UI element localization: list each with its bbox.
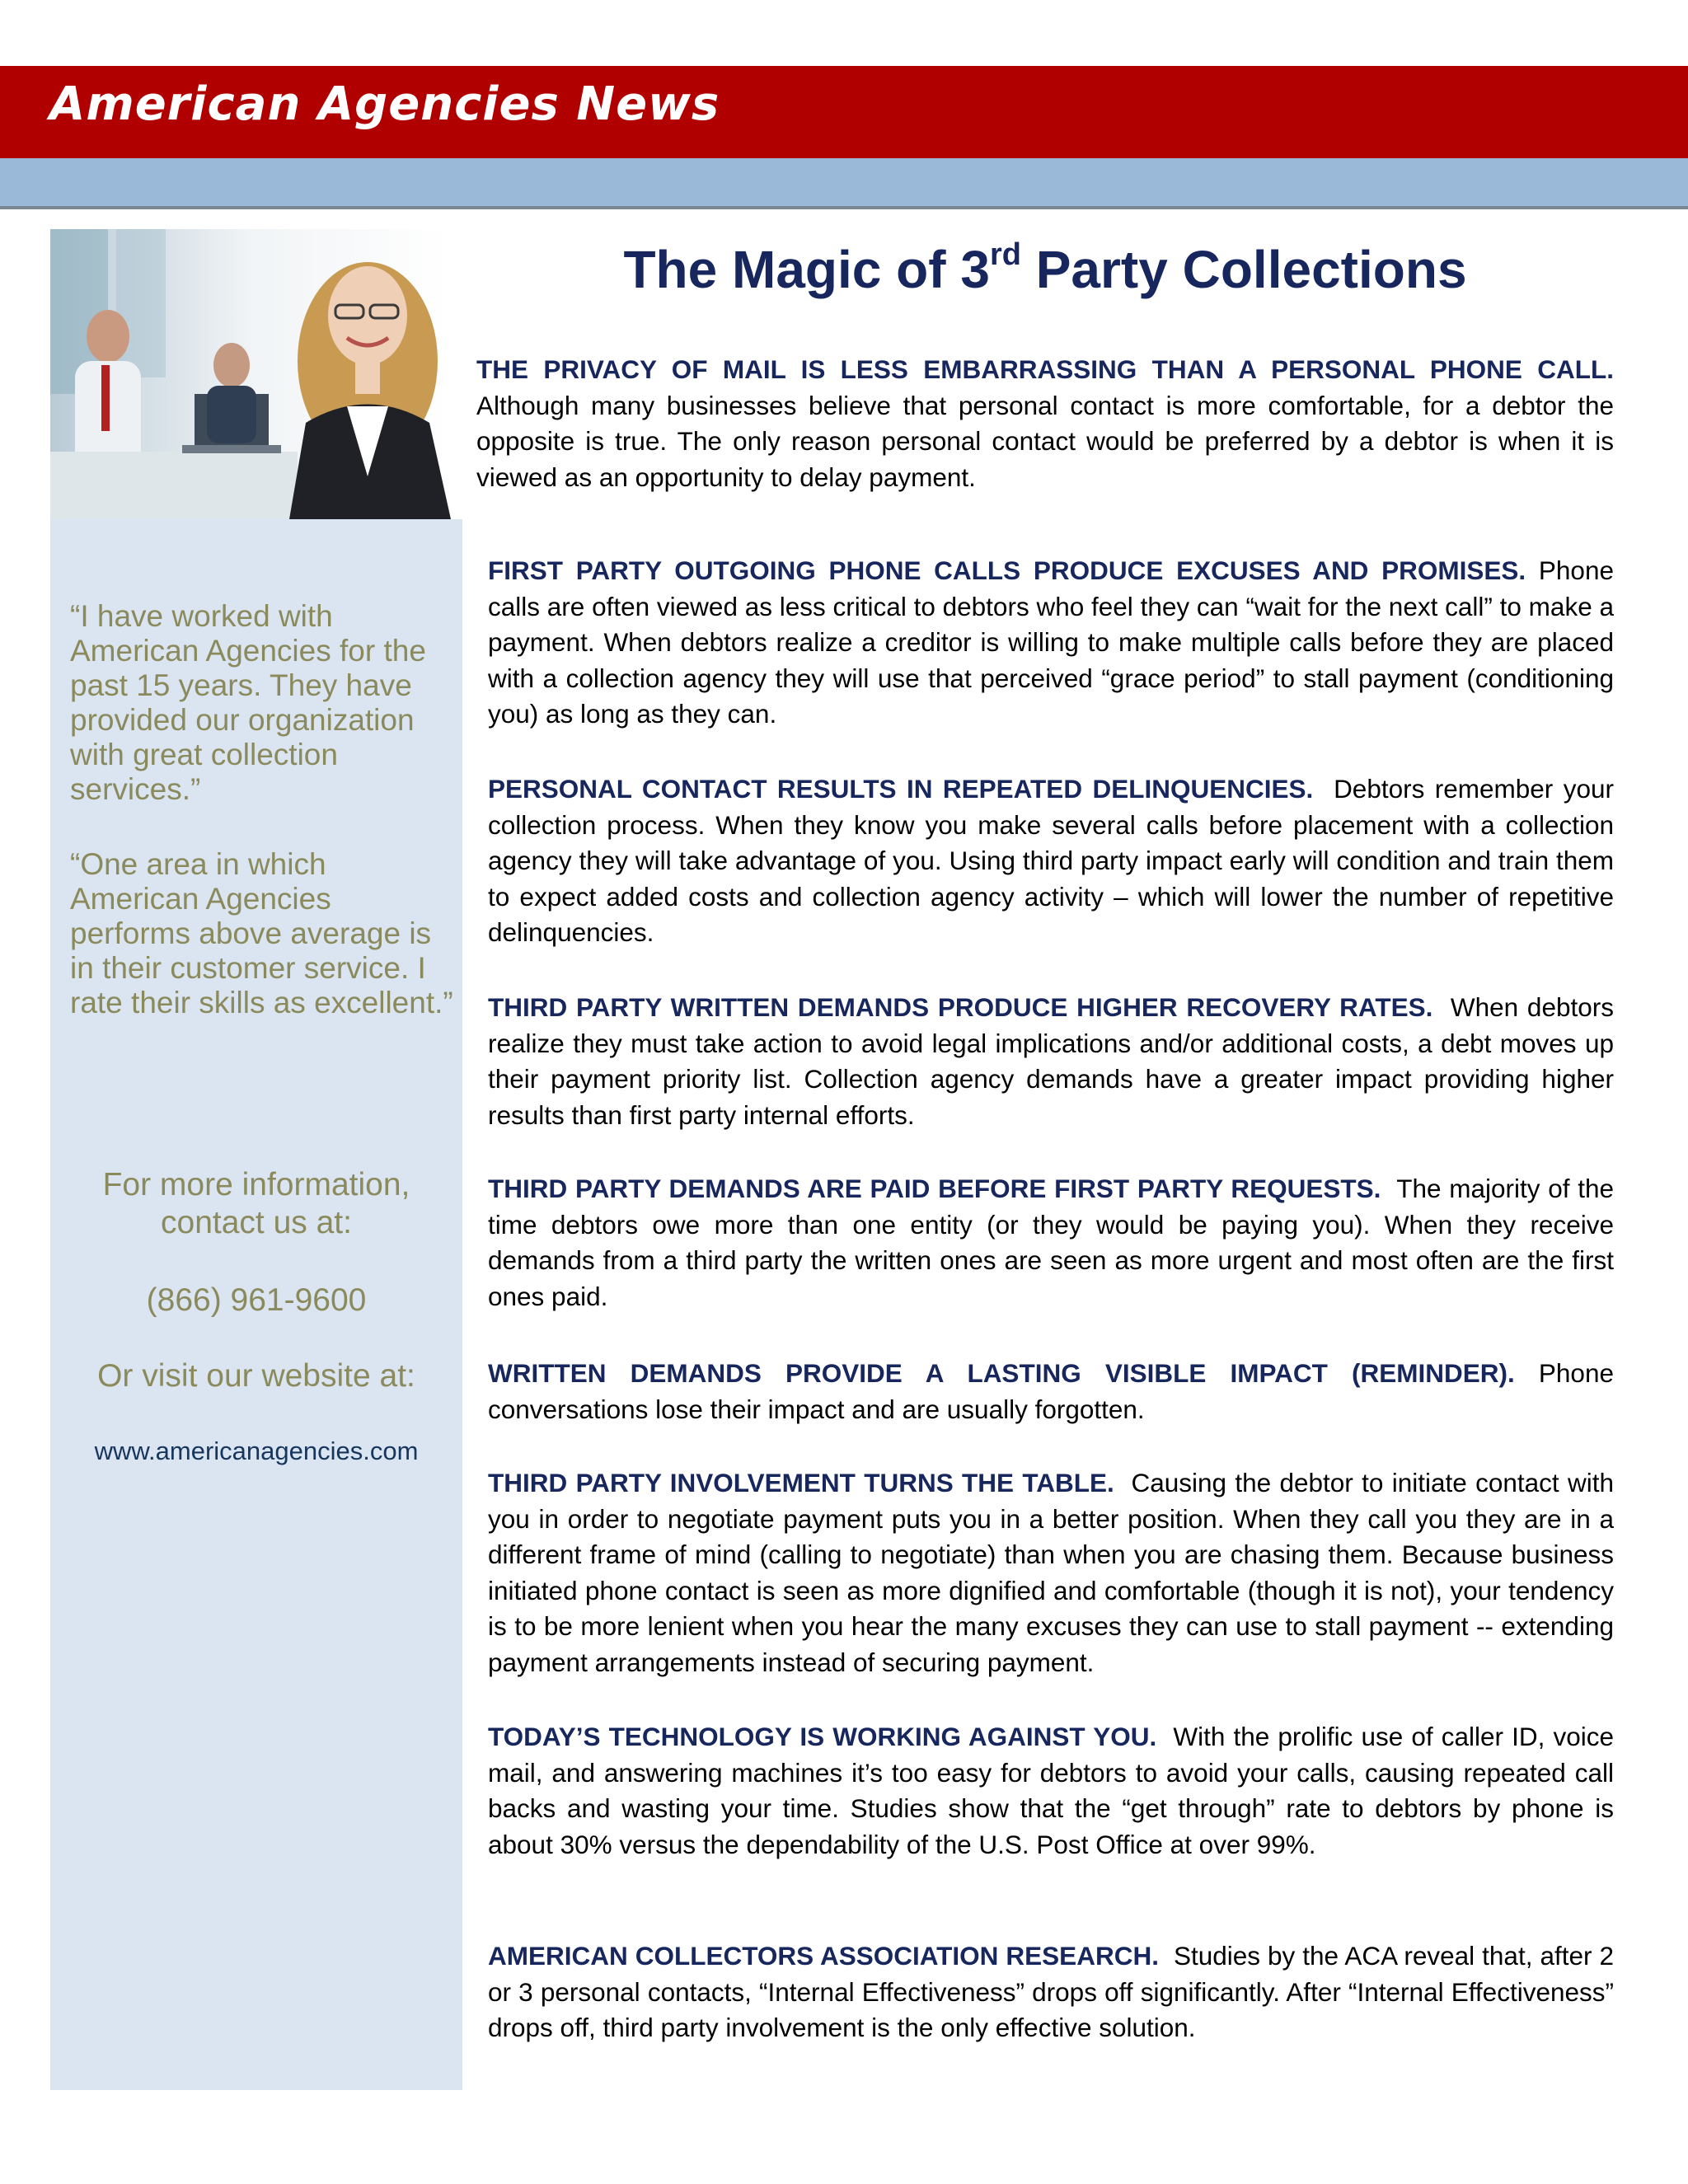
article-title <box>478 239 1612 300</box>
website-link[interactable]: www.americanagencies.com <box>94 1436 419 1465</box>
website-prompt: Or visit our website at: <box>97 1358 415 1394</box>
section-heading: FIRST PARTY OUTGOING PHONE CALLS PRODUCE EXCUSES AND PROMISES. <box>488 555 1526 585</box>
section-body: With the prolific use of caller ID, voice mail, and answering machines it’s too easy for debtors to avoid your calls, causing repeated call backs and wasting your time. Studies show that the “get through” rate to debtors by phone is about 30% versus the dependability of the U.S. Post Office at over 99%. <box>488 1722 1614 1859</box>
contact-prompt: For more information, contact us at: <box>102 1167 410 1240</box>
article-section <box>488 1171 1614 1315</box>
section-body: Causing the debtor to initiate contact with you in order to negotiate payment puts you in a better position. When they call you they are in a different frame of mind (calling to negotiate) than when you are chasing them. Because business initiated phone contact is seen as more dignified and comfortable (though it is not), your tendency is to be more lenient when you hear the many excuses they can use to stall payment -- extending payment arrangements instead of securing payment. <box>488 1468 1614 1677</box>
section-body: Studies by the ACA reveal that, after 2 or 3 personal contacts, “Internal Effectiveness” drops off significantly. After “Internal Effectiveness” drops off, third party involvement is the only effective solution. <box>488 1941 1614 2042</box>
testimonial-quote-1: “I have worked with American Agencies for the past 15 years. They have provided our organization with great collection services.” <box>70 599 426 806</box>
article-section <box>488 771 1614 951</box>
article-section <box>488 1465 1614 1680</box>
section-body: Phone conversations lose their impact and are usually forgotten. <box>488 1358 1614 1424</box>
article-title-prefix: The Magic of 3 <box>623 240 990 299</box>
article-section <box>488 990 1614 1133</box>
section-heading: TODAY’S TECHNOLOGY IS WORKING AGAINST YOU. <box>488 1722 1157 1751</box>
testimonial-quote-2: “One area in which American Agencies performs above average is in their customer service. I rate their skills as excellent.” <box>70 847 453 1019</box>
section-body: When debtors realize they must take action to avoid legal implications and/or additional costs, a debt moves up their payment priority list. Collection agency demands have a greater impact providing higher results than first party internal efforts. <box>488 992 1614 1130</box>
header-banner <box>0 66 1688 158</box>
section-body: Debtors remember your collection process. When they know you make several calls before placement with a collection agency they will take advantage of you. Using third party impact early will condition and train them to expect added costs and collection agency activity – which will lower the number of repetitive delinquencies. <box>488 774 1614 947</box>
newsletter-title: American Agencies News <box>49 77 720 131</box>
section-heading: PERSONAL CONTACT RESULTS IN REPEATED DELINQUENCIES. <box>488 774 1314 804</box>
office-photo-illustration <box>50 229 451 519</box>
section-heading: THIRD PARTY WRITTEN DEMANDS PRODUCE HIGHER RECOVERY RATES. <box>488 992 1433 1022</box>
section-heading: WRITTEN DEMANDS PROVIDE A LASTING VISIBLE IMPACT (REMINDER). <box>488 1358 1515 1388</box>
article-section <box>488 1719 1614 1863</box>
article-section <box>488 553 1614 733</box>
article-section <box>476 352 1614 495</box>
header-subband <box>0 158 1688 209</box>
contact-phone: (866) 961-9600 <box>146 1282 367 1318</box>
article-title-superscript: rd <box>989 237 1021 272</box>
testimonial-sidebar <box>50 519 462 2090</box>
section-body: The majority of the time debtors owe more than one entity (or they would be paying you). When they receive demands from a third party the written ones are seen as more urgent and most often are the first ones paid. <box>488 1174 1615 1311</box>
article-title-suffix: Party Collections <box>1020 240 1467 299</box>
section-heading: THIRD PARTY DEMANDS ARE PAID BEFORE FIRST PARTY REQUESTS. <box>488 1174 1381 1203</box>
article-section <box>488 1938 1614 2046</box>
section-heading: THIRD PARTY INVOLVEMENT TURNS THE TABLE. <box>488 1468 1114 1497</box>
office-photo <box>50 229 451 519</box>
article-section <box>488 1356 1614 1427</box>
section-heading: THE PRIVACY OF MAIL IS LESS EMBARRASSING THAN A PERSONAL PHONE CALL. <box>476 354 1614 384</box>
section-heading: AMERICAN COLLECTORS ASSOCIATION RESEARCH. <box>488 1941 1159 1971</box>
section-body: Phone calls are often viewed as less critical to debtors who feel they can “wait for the next call” to make a payment. When debtors realize a creditor is willing to make multiple calls before they are placed with a collection agency they will use that perceived “grace period” to stall payment (conditioning you) as long as they can. <box>488 555 1614 729</box>
section-body: Although many businesses believe that personal contact is more comfortable, for a debtor the opposite is true. The only reason personal contact would be preferred by a debtor is when it is viewed as an opportunity to delay payment. <box>476 390 1614 492</box>
